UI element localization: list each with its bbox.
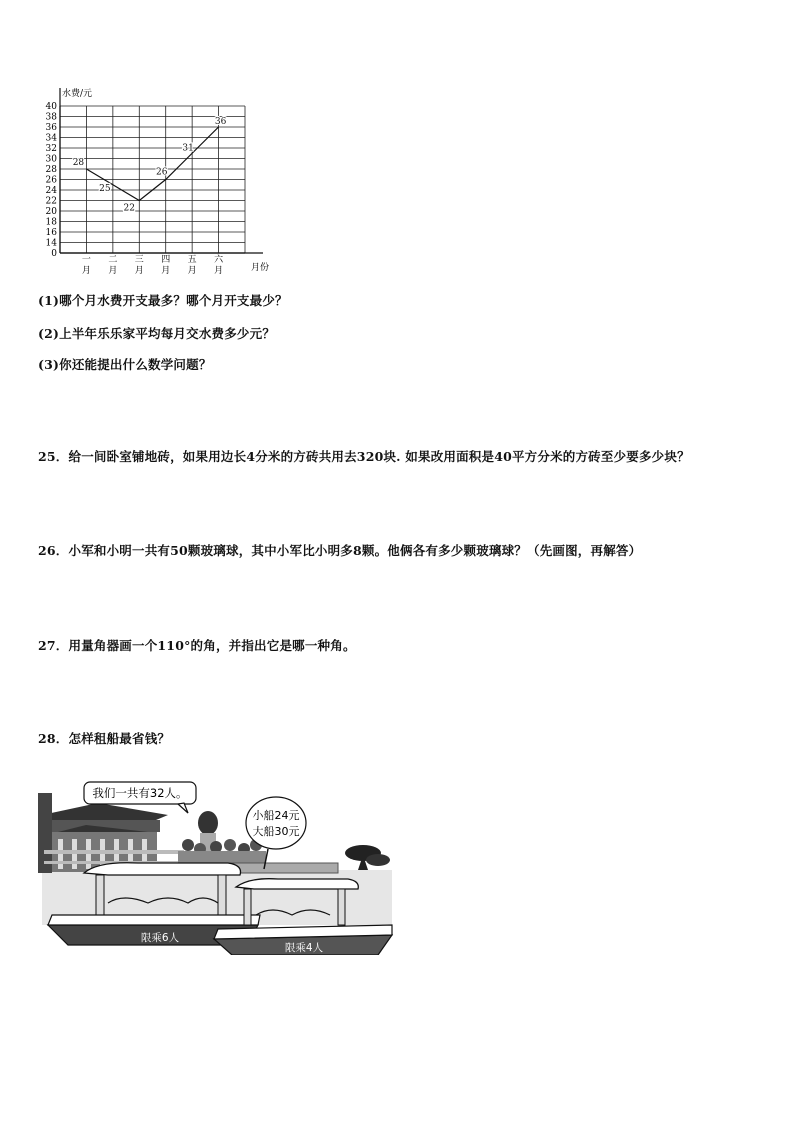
y-tick-label: 40 <box>45 102 57 112</box>
pavilion-illustration <box>38 793 184 873</box>
x-tick-label-bottom: 月 <box>81 266 91 276</box>
x-axis-label: 月份 <box>251 263 270 273</box>
x-tick-label-bottom: 月 <box>214 266 224 276</box>
price-small-boat: 小船24元 <box>252 809 300 822</box>
y-tick-label: 26 <box>45 175 57 186</box>
data-label: 28 <box>72 158 85 168</box>
x-tick-label-bottom: 月 <box>161 266 171 276</box>
y-tick-label: 16 <box>45 228 57 238</box>
boat-rental-illustration <box>38 775 398 955</box>
x-tick-label-bottom: 月 <box>108 266 118 276</box>
boat-large-label: 限乘6人 <box>140 932 180 944</box>
x-tick-label-top: 六 <box>214 255 224 265</box>
water-fee-line-chart <box>40 80 280 280</box>
y-tick-label: 28 <box>45 165 57 175</box>
question-26: 26．小军和小明一共有50颗玻璃球，其中小军比小明多8颗。他俩各有多少颗玻璃球？（先画图，再解答） <box>38 543 642 558</box>
y-tick-label: 24 <box>45 186 57 196</box>
y-tick-label: 18 <box>45 217 57 228</box>
question-25: 25．给一间卧室铺地砖，如果用边长4分米的方砖共用去320块. 如果改用面积是40平方分米的方砖至少要多少块？ <box>38 449 690 464</box>
data-label: 22 <box>123 203 136 214</box>
question-28: 28．怎样租船最省钱？ <box>38 731 171 746</box>
x-tick-label-top: 一 <box>81 255 91 265</box>
question-27: 27．用量角器画一个110°的角，并指出它是哪一种角。 <box>38 638 356 653</box>
data-label: 26 <box>155 167 168 178</box>
y-tick-label: 32 <box>45 144 57 154</box>
x-tick-label-top: 五 <box>187 255 197 265</box>
y-tick-label: 22 <box>45 196 57 207</box>
y-tick-label: 30 <box>45 154 57 165</box>
speech-text: 我们一共有32人。 <box>92 786 188 800</box>
question-sub-2: (2)上半年乐乐家平均每月交水费多少元？ <box>38 326 276 341</box>
y-axis-label: 水费/元 <box>62 89 93 99</box>
data-label: 25 <box>99 183 111 194</box>
tree-illustration <box>345 845 390 870</box>
x-tick-label-top: 二 <box>108 255 118 265</box>
y-tick-label: 34 <box>45 133 57 144</box>
x-tick-label-bottom: 月 <box>187 266 197 276</box>
question-sub-1: (1)哪个月水费开支最多？哪个月开支最少？ <box>38 293 288 308</box>
question-sub-3: (3)你还能提出什么数学问题？ <box>38 357 212 372</box>
y-tick-label: 14 <box>45 238 57 249</box>
x-tick-label-bottom: 月 <box>134 266 144 276</box>
y-tick-label: 38 <box>45 112 57 123</box>
y-tick-label: 20 <box>45 207 57 217</box>
data-label: 36 <box>214 117 227 127</box>
price-large-boat: 大船30元 <box>252 825 300 838</box>
x-tick-label-top: 四 <box>161 255 171 265</box>
data-label: 31 <box>182 143 194 154</box>
boat-small-label: 限乘4人 <box>284 942 324 954</box>
y-tick-label: 36 <box>45 123 57 133</box>
dock-illustration <box>228 863 338 873</box>
x-tick-label-top: 三 <box>134 255 144 265</box>
y-tick-label: 0 <box>51 249 57 259</box>
